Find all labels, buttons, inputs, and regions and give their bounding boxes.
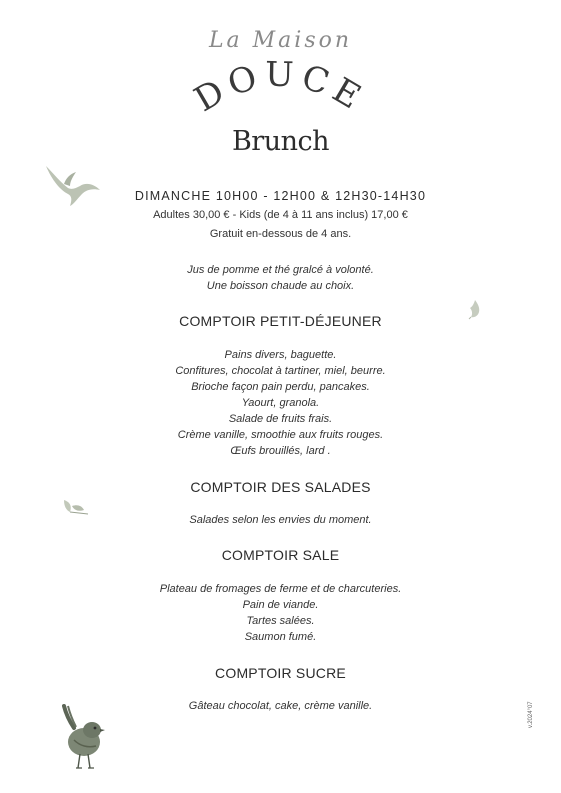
bird-flying-icon (42, 160, 104, 208)
drink-line-2: Une boisson chaude au choix. (206, 280, 355, 292)
leaf-sprig-icon (60, 496, 90, 520)
schedule-heading: DIMANCHE 10H00 - 12H00 & 12H30-14H30 (134, 189, 427, 203)
section-title-savory: COMPTOIR SALE (221, 547, 340, 563)
bird-small-icon (466, 298, 484, 320)
section-title-sweet: COMPTOIR SUCRE (215, 665, 346, 681)
list-item: Saumon fumé. (244, 631, 317, 643)
brand-main-word (180, 60, 380, 130)
list-item: Tartes salées. (246, 615, 315, 627)
pricing-line: Adultes 30,00 € - Kids (de 4 à 11 ans inclus) 17,00 € (153, 209, 408, 221)
drink-line-1: Jus de pomme et thé gralcé à volonté. (187, 264, 374, 276)
version-label: v.2024°07 (528, 701, 534, 728)
list-item: Yaourt, granola. (241, 397, 320, 409)
bird-perched-icon (56, 702, 108, 772)
section-items-breakfast (0, 347, 561, 459)
brand-main-word-text: DOUCE (187, 60, 373, 121)
list-item: Confitures, chocolat à tartiner, miel, beurre. (175, 365, 386, 377)
section-items-savory (0, 581, 561, 645)
list-item: Crème vanille, smoothie aux fruits rouges. (177, 429, 384, 441)
list-item: Pains divers, baguette. (224, 349, 337, 361)
list-item: Brioche façon pain perdu, pancakes. (191, 381, 370, 393)
brand-script-line: La Maison (208, 28, 353, 53)
free-note: Gratuit en-dessous de 4 ans. (209, 228, 352, 240)
svg-text:DOUCE (188, 60, 373, 120)
menu-title: Brunch (231, 126, 330, 157)
list-item: Salades selon les envies du moment. (189, 514, 372, 526)
list-item: Salade de fruits frais. (228, 413, 333, 425)
section-title-breakfast: COMPTOIR PETIT-DÉJEUNER (179, 313, 382, 329)
list-item: Gâteau chocolat, cake, crème vanille. (188, 700, 373, 712)
list-item: Plateau de fromages de ferme et de charcuteries. (159, 583, 402, 595)
list-item: Pain de viande. (242, 599, 319, 611)
section-title-salads: COMPTOIR DES SALADES (190, 479, 371, 495)
list-item: Œufs brouillés, lard . (230, 445, 331, 457)
